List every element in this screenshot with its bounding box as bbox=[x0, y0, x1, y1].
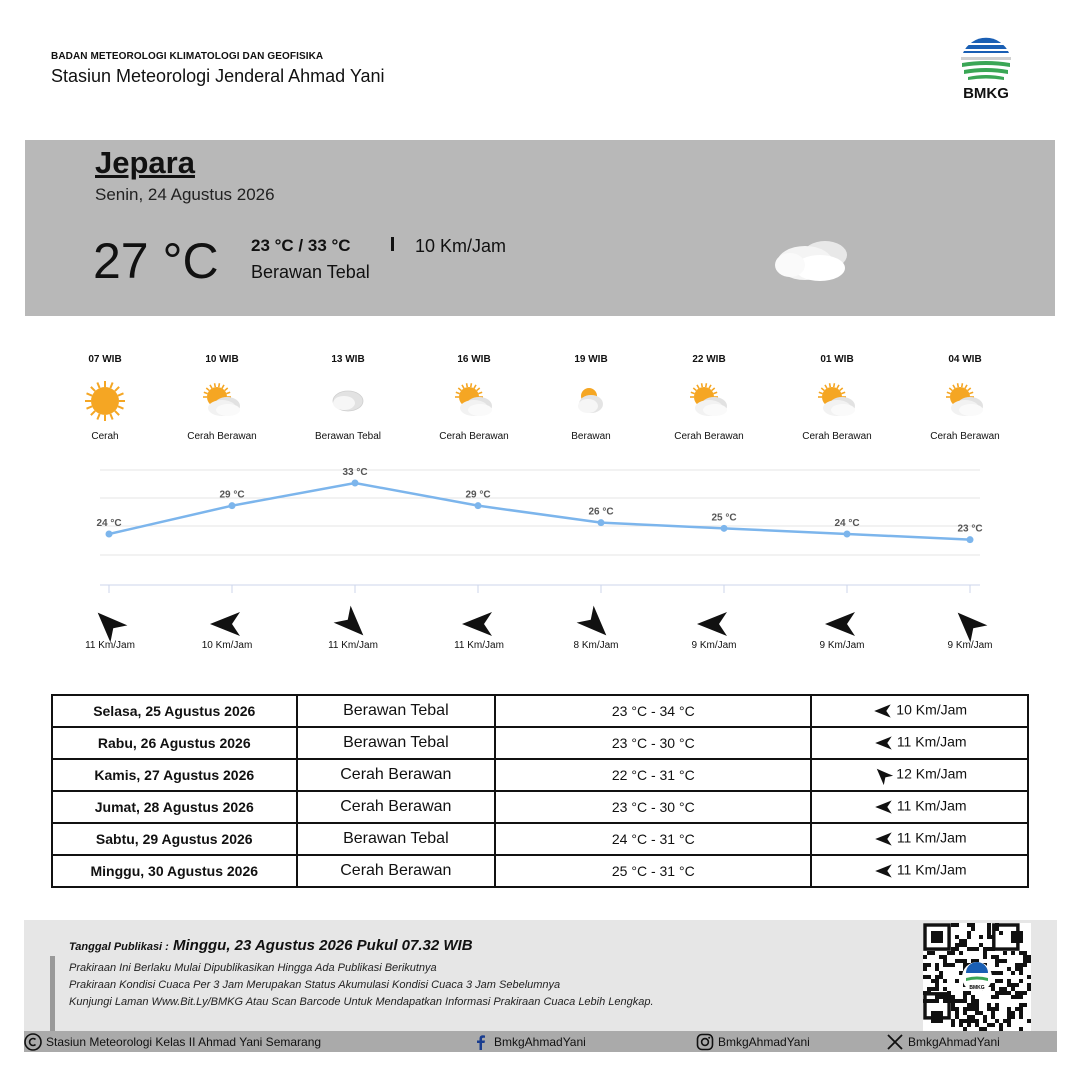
condition-cell: Berawan Tebal bbox=[297, 823, 496, 855]
condition-cell: Berawan Tebal bbox=[297, 727, 496, 759]
wind-direction-icon bbox=[872, 764, 894, 786]
partly-cloudy-icon bbox=[687, 379, 731, 423]
wind-arrow bbox=[458, 604, 498, 644]
temperature-point bbox=[475, 502, 482, 509]
city-name: Jepara bbox=[95, 145, 195, 180]
bmkg-logo-icon bbox=[958, 33, 1014, 87]
wind-speed-label: 9 Km/Jam bbox=[947, 640, 993, 651]
temperature-point bbox=[229, 502, 236, 509]
wind-cell bbox=[811, 727, 1028, 759]
station-name: Stasiun Meteorologi Jenderal Ahmad Yani bbox=[51, 66, 385, 86]
publication-date bbox=[69, 937, 473, 954]
partly-cloudy-icon bbox=[943, 379, 987, 423]
wind-direction-icon bbox=[575, 604, 615, 644]
footer-panel bbox=[24, 920, 1057, 1032]
cloudy-icon bbox=[770, 235, 855, 285]
publication-value: Minggu, 23 Agustus 2026 Pukul 07.32 WIB bbox=[173, 937, 473, 954]
divider bbox=[391, 237, 394, 251]
temperature-point bbox=[844, 531, 851, 538]
wind-direction-icon bbox=[872, 700, 894, 722]
slot-icon bbox=[943, 379, 987, 423]
table-row bbox=[52, 791, 1028, 823]
temperature-label: 24 °C bbox=[96, 518, 122, 529]
slot-condition: Cerah Berawan bbox=[439, 431, 509, 442]
copyright-icon bbox=[24, 1033, 42, 1051]
wind-direction-icon bbox=[873, 796, 895, 818]
wind-arrow bbox=[206, 604, 246, 644]
wind-direction-icon bbox=[332, 604, 372, 644]
condition-cell: Cerah Berawan bbox=[297, 759, 496, 791]
wind-speed-label: 9 Km/Jam bbox=[691, 640, 737, 651]
min-max-temperature: 23 °C / 33 °C bbox=[251, 236, 351, 255]
slot-condition: Berawan Tebal bbox=[315, 431, 381, 442]
table-row bbox=[52, 823, 1028, 855]
x-handle: BmkgAhmadYani bbox=[908, 1035, 1000, 1049]
copyright-text: Stasiun Meteorologi Kelas II Ahmad Yani Semarang bbox=[46, 1035, 322, 1049]
social-bar bbox=[24, 1031, 1057, 1052]
publication-label: Tanggal Publikasi : bbox=[69, 941, 169, 953]
condition-cell: Berawan Tebal bbox=[297, 695, 496, 727]
wind-direction-icon bbox=[873, 860, 895, 882]
x-link[interactable] bbox=[886, 1033, 1000, 1051]
slot-icon bbox=[569, 379, 613, 423]
slot-icon bbox=[83, 379, 127, 423]
wind-arrow bbox=[332, 604, 372, 644]
wind-speed-text: 11 Km/Jam bbox=[896, 797, 967, 814]
slot-icon bbox=[815, 379, 859, 423]
footer-accent-bar bbox=[50, 956, 55, 1032]
footer-note: Prakiraan Kondisi Cuaca Per 3 Jam Merupakan Status Akumulasi Kondisi Cuaca 3 Jam Sebelumnya bbox=[69, 979, 561, 991]
wind-speed-label: 11 Km/Jam bbox=[454, 640, 504, 651]
wind-speed-label: 11 Km/Jam bbox=[85, 640, 135, 651]
temperature-cell: 24 °C - 31 °C bbox=[495, 823, 811, 855]
wind-speed-text: 11 Km/Jam bbox=[896, 733, 967, 750]
table-row bbox=[52, 759, 1028, 791]
temperature-label: 29 °C bbox=[465, 489, 491, 501]
temperature-cell: 23 °C - 30 °C bbox=[495, 791, 811, 823]
table-row bbox=[52, 727, 1028, 759]
wind-speed-label: 11 Km/Jam bbox=[328, 640, 378, 651]
wind-arrow bbox=[89, 604, 129, 644]
wind-cell bbox=[811, 855, 1028, 887]
wind-direction-icon bbox=[949, 604, 989, 644]
footer-note: Kunjungi Laman Www.Bit.Ly/BMKG Atau Scan Barcode Untuk Mendapatkan Informasi Prakiraan Cuaca Lebih Lengkap. bbox=[69, 996, 654, 1008]
wind-direction-icon bbox=[206, 604, 246, 644]
partly-cloudy-icon bbox=[452, 379, 496, 423]
condition-cell: Cerah Berawan bbox=[297, 791, 496, 823]
sun-icon bbox=[83, 379, 127, 423]
wind-direction-icon bbox=[872, 700, 894, 722]
wind-direction-icon bbox=[873, 828, 895, 850]
wind-arrow bbox=[821, 604, 861, 644]
condition-cell: Cerah Berawan bbox=[297, 855, 496, 887]
wind-direction-icon bbox=[873, 860, 895, 882]
wind-speed-text: 11 Km/Jam bbox=[896, 861, 967, 878]
current-temperature: 27 °C bbox=[93, 233, 219, 289]
instagram-link[interactable] bbox=[696, 1033, 810, 1051]
day-cell: Selasa, 25 Agustus 2026 bbox=[52, 695, 297, 727]
wind-speed-text: 12 Km/Jam bbox=[896, 765, 968, 782]
slot-time: 10 WIB bbox=[205, 354, 239, 365]
wind-direction-icon bbox=[873, 828, 895, 850]
temperature-label: 26 °C bbox=[588, 506, 614, 518]
qr-logo-text: BMKG bbox=[969, 985, 985, 991]
slot-condition: Berawan bbox=[571, 431, 611, 442]
temperature-cell: 25 °C - 31 °C bbox=[495, 855, 811, 887]
slot-time: 04 WIB bbox=[948, 354, 982, 365]
slot-condition: Cerah Berawan bbox=[674, 431, 744, 442]
temperature-cell: 22 °C - 31 °C bbox=[495, 759, 811, 791]
slot-icon bbox=[687, 379, 731, 423]
wind-arrow bbox=[693, 604, 733, 644]
current-condition: Berawan Tebal bbox=[251, 262, 370, 282]
qr-code[interactable] bbox=[923, 923, 1031, 1031]
wind-cell bbox=[811, 759, 1028, 791]
slot-time: 19 WIB bbox=[574, 354, 608, 365]
bmkg-logo bbox=[958, 33, 1014, 103]
slot-condition: Cerah Berawan bbox=[802, 431, 872, 442]
wind-cell bbox=[811, 791, 1028, 823]
slot-icon bbox=[326, 379, 370, 423]
wind-arrow bbox=[949, 604, 989, 644]
temperature-cell: 23 °C - 30 °C bbox=[495, 727, 811, 759]
facebook-handle: BmkgAhmadYani bbox=[494, 1035, 586, 1049]
temperature-point bbox=[352, 480, 359, 487]
current-date: Senin, 24 Agustus 2026 bbox=[95, 185, 275, 204]
temperature-point bbox=[967, 536, 974, 543]
table-row bbox=[52, 695, 1028, 727]
slot-icon bbox=[200, 379, 244, 423]
wind-arrow bbox=[575, 604, 615, 644]
copyright bbox=[24, 1033, 321, 1051]
instagram-icon bbox=[696, 1033, 714, 1051]
slot-time: 07 WIB bbox=[88, 354, 122, 365]
temperature-label: 25 °C bbox=[711, 512, 737, 524]
day-cell: Sabtu, 29 Agustus 2026 bbox=[52, 823, 297, 855]
x-icon bbox=[886, 1033, 904, 1051]
slot-condition: Cerah bbox=[91, 431, 119, 442]
cloud-sun-icon bbox=[569, 379, 613, 423]
slot-condition: Cerah Berawan bbox=[187, 431, 257, 442]
wind-direction-icon bbox=[458, 604, 498, 644]
partly-cloudy-icon bbox=[200, 379, 244, 423]
footer-note: Prakiraan Ini Berlaku Mulai Dipublikasikan Hingga Ada Publikasi Berikutnya bbox=[69, 962, 437, 974]
temperature-label: 33 °C bbox=[342, 467, 368, 478]
wind-direction-icon bbox=[873, 732, 895, 754]
wind-direction-icon bbox=[873, 796, 895, 818]
slot-time: 16 WIB bbox=[457, 354, 491, 365]
temperature-cell: 23 °C - 34 °C bbox=[495, 695, 811, 727]
table-row bbox=[52, 855, 1028, 887]
current-wind-speed: 10 Km/Jam bbox=[415, 236, 507, 256]
temperature-label: 29 °C bbox=[219, 489, 245, 501]
current-weather-panel bbox=[25, 140, 1055, 316]
day-cell: Jumat, 28 Agustus 2026 bbox=[52, 791, 297, 823]
wind-direction-icon bbox=[693, 604, 733, 644]
facebook-icon bbox=[472, 1033, 490, 1051]
wind-cell bbox=[811, 695, 1028, 727]
wind-speed-label: 9 Km/Jam bbox=[819, 640, 865, 651]
wind-speed-label: 8 Km/Jam bbox=[573, 640, 619, 651]
day-cell: Minggu, 30 Agustus 2026 bbox=[52, 855, 297, 887]
facebook-link[interactable] bbox=[472, 1033, 586, 1051]
instagram-handle: BmkgAhmadYani bbox=[718, 1035, 810, 1049]
wind-direction-icon bbox=[873, 732, 895, 754]
logo-text: BMKG bbox=[963, 85, 1009, 102]
temperature-label: 23 °C bbox=[957, 523, 983, 535]
day-cell: Kamis, 27 Agustus 2026 bbox=[52, 759, 297, 791]
wind-speed-label: 10 Km/Jam bbox=[201, 640, 253, 651]
slot-time: 13 WIB bbox=[331, 354, 365, 365]
slot-time: 01 WIB bbox=[820, 354, 854, 365]
wind-direction-icon bbox=[89, 604, 129, 644]
temperature-point bbox=[106, 531, 113, 538]
wind-direction-icon bbox=[872, 764, 894, 786]
temperature-chart bbox=[80, 460, 1000, 595]
partly-cloudy-icon bbox=[815, 379, 859, 423]
wind-direction-icon bbox=[821, 604, 861, 644]
slot-time: 22 WIB bbox=[692, 354, 726, 365]
temperature-label: 24 °C bbox=[834, 518, 860, 529]
temperature-point bbox=[721, 525, 728, 532]
org-name: BADAN METEOROLOGI KLIMATOLOGI DAN GEOFISIKA bbox=[51, 51, 324, 62]
wind-cell bbox=[811, 823, 1028, 855]
daily-forecast-table bbox=[51, 694, 1029, 888]
slot-icon bbox=[452, 379, 496, 423]
temperature-point bbox=[598, 519, 605, 526]
wind-speed-text: 11 Km/Jam bbox=[896, 829, 967, 846]
slot-condition: Cerah Berawan bbox=[930, 431, 1000, 442]
cloudy-icon bbox=[326, 379, 370, 423]
wind-speed-text: 10 Km/Jam bbox=[896, 701, 968, 718]
day-cell: Rabu, 26 Agustus 2026 bbox=[52, 727, 297, 759]
